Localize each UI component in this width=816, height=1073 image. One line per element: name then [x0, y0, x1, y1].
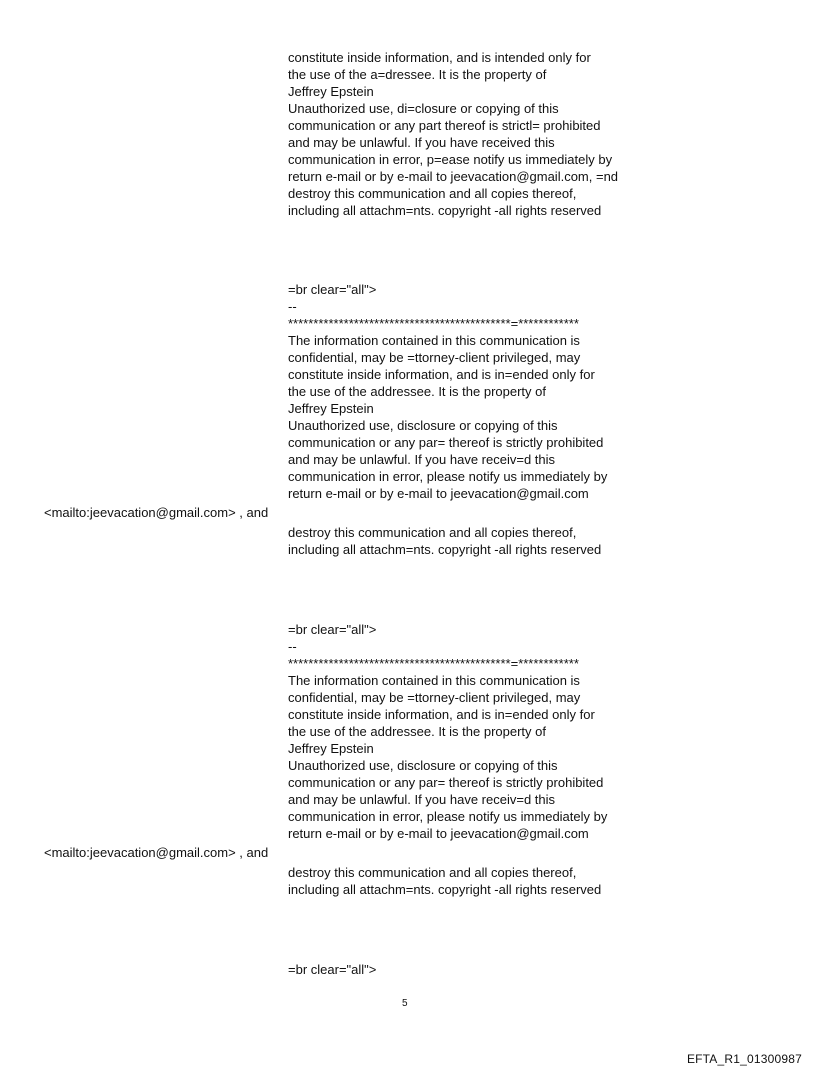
- text-line: the use of the addressee. It is the property of: [288, 724, 546, 739]
- text-line: The information contained in this communication is: [288, 333, 580, 348]
- text-line: the use of the a=dressee. It is the property of: [288, 67, 547, 82]
- text-line: --: [288, 639, 297, 654]
- document-id: EFTA_R1_01300987: [686, 1052, 802, 1066]
- text-line: return e-mail or by e-mail to jeevacation@gmail.com, =nd: [288, 169, 619, 184]
- separator-line: ********************************************=************: [288, 316, 579, 331]
- text-line: communication or any part thereof is strictl= prohibited: [288, 118, 601, 133]
- text-line: return e-mail or by e-mail to jeevacation@gmail.com: [288, 826, 589, 841]
- text-line: and may be unlawful. If you have receiv=d this: [288, 792, 556, 807]
- text-line: =br clear="all">: [288, 622, 377, 637]
- text-line: constitute inside information, and is in=ended only for: [288, 707, 595, 722]
- text-line: Jeffrey Epstein: [288, 401, 374, 416]
- text-line: Jeffrey Epstein: [288, 84, 374, 99]
- text-line: destroy this communication and all copies thereof,: [288, 525, 577, 540]
- text-line: the use of the addressee. It is the property of: [288, 384, 546, 399]
- text-line: confidential, may be =ttorney-client privileged, may: [288, 350, 581, 365]
- text-line: Unauthorized use, disclosure or copying of this: [288, 758, 558, 773]
- text-line: return e-mail or by e-mail to jeevacation@gmail.com: [288, 486, 589, 501]
- text-line: confidential, may be =ttorney-client privileged, may: [288, 690, 581, 705]
- text-line: --: [288, 299, 297, 314]
- mailto-line: <mailto:jeevacation@gmail.com> , and: [44, 845, 269, 860]
- text-line: communication in error, p=ease notify us immediately by: [288, 152, 613, 167]
- text-line: Unauthorized use, di=closure or copying of this: [288, 101, 559, 116]
- text-line: including all attachm=nts. copyright -all rights reserved: [288, 542, 602, 557]
- text-line: constitute inside information, and is intended only for: [288, 50, 591, 65]
- final-line: =br clear="all">: [288, 962, 377, 977]
- text-line: including all attachm=nts. copyright -all rights reserved: [288, 882, 602, 897]
- mailto-line: <mailto:jeevacation@gmail.com> , and: [44, 505, 269, 520]
- text-line: communication or any par= thereof is strictly prohibited: [288, 435, 604, 450]
- text-line: constitute inside information, and is in=ended only for: [288, 367, 595, 382]
- text-line: communication or any par= thereof is strictly prohibited: [288, 775, 604, 790]
- page-number: 5: [402, 998, 408, 1009]
- text-line: destroy this communication and all copies thereof,: [288, 865, 577, 880]
- separator-line: ********************************************=************: [288, 656, 579, 671]
- text-line: communication in error, please notify us immediately by: [288, 469, 608, 484]
- text-line: communication in error, please notify us immediately by: [288, 809, 608, 824]
- text-line: and may be unlawful. If you have received this: [288, 135, 555, 150]
- text-line: The information contained in this communication is: [288, 673, 580, 688]
- text-line: =br clear="all">: [288, 282, 377, 297]
- text-line: including all attachm=nts. copyright -all rights reserved: [288, 203, 602, 218]
- text-line: destroy this communication and all copies thereof,: [288, 186, 577, 201]
- text-line: Unauthorized use, disclosure or copying of this: [288, 418, 558, 433]
- text-line: Jeffrey Epstein: [288, 741, 374, 756]
- text-line: and may be unlawful. If you have receiv=d this: [288, 452, 556, 467]
